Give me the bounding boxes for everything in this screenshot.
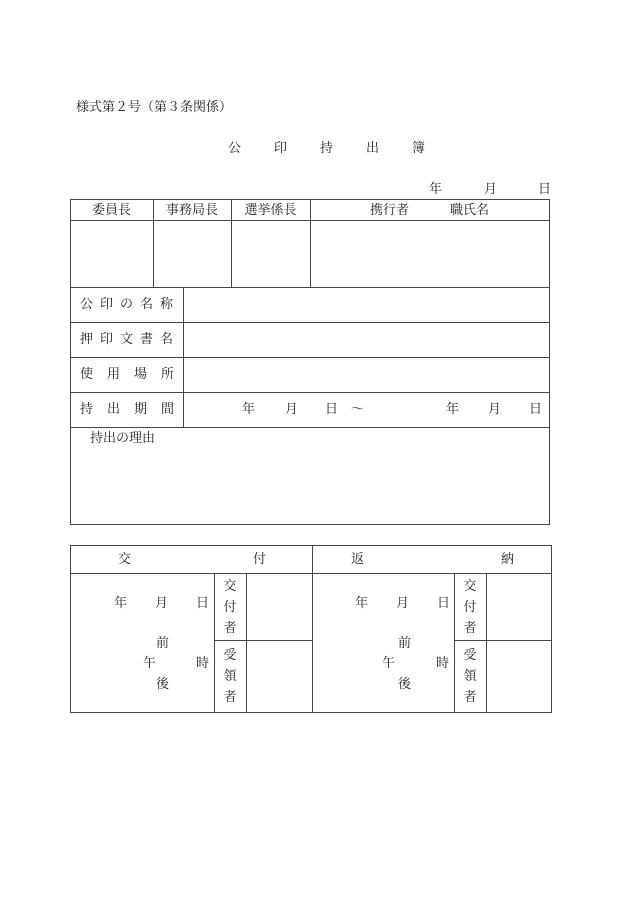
seal-name-field[interactable] bbox=[184, 288, 549, 322]
label-document-name: 押印文書名 bbox=[80, 332, 181, 347]
return-deliverer-label: 交 付 者 bbox=[463, 579, 477, 636]
stamp-box-chairperson[interactable] bbox=[71, 221, 153, 287]
deliver-deliverer-label: 交 付 者 bbox=[223, 579, 237, 636]
return-pm: 後 bbox=[398, 677, 412, 692]
deliver-deliverer-field[interactable] bbox=[247, 574, 312, 640]
return-year: 年 bbox=[355, 596, 369, 611]
return-hour: 時 bbox=[436, 656, 450, 671]
header-attach: 付 bbox=[253, 552, 267, 567]
deliver-month: 月 bbox=[155, 596, 169, 611]
period-end-year: 年 bbox=[446, 402, 460, 417]
reason-field[interactable] bbox=[71, 450, 549, 524]
return-deliverer-field[interactable] bbox=[487, 574, 551, 640]
date-day: 日 bbox=[538, 182, 552, 197]
header-deliver: 交 bbox=[118, 552, 132, 567]
label-place-of-use: 使用場所 bbox=[80, 367, 189, 382]
deliver-noon: 午 bbox=[143, 656, 157, 671]
period-tilde: 〜 bbox=[351, 402, 365, 417]
period-end-month: 月 bbox=[488, 402, 502, 417]
label-seal-name: 公印の名称 bbox=[80, 297, 181, 312]
deliver-am: 前 bbox=[156, 636, 170, 651]
header-secretary-general: 事務局長 bbox=[165, 203, 218, 218]
period-start-month: 月 bbox=[285, 402, 299, 417]
label-period: 持出期間 bbox=[80, 402, 189, 417]
deliver-year: 年 bbox=[114, 596, 128, 611]
header-election-chief: 選挙係長 bbox=[244, 203, 297, 218]
header-receipt: 納 bbox=[501, 552, 515, 567]
header-carrier: 携行者 bbox=[370, 203, 410, 218]
carrier-name-field[interactable] bbox=[311, 221, 549, 287]
stamp-box-election-chief[interactable] bbox=[232, 221, 310, 287]
return-noon: 午 bbox=[382, 656, 396, 671]
page-title: 公 印 持 出 簿 bbox=[228, 141, 436, 156]
label-reason: 持出の理由 bbox=[90, 431, 156, 446]
deliver-receiver-field[interactable] bbox=[247, 641, 312, 712]
header-return: 返 bbox=[351, 552, 365, 567]
deliver-pm: 後 bbox=[156, 677, 170, 692]
deliver-receiver-label: 受 領 者 bbox=[223, 648, 237, 705]
deliver-day: 日 bbox=[196, 596, 210, 611]
period-end-day: 日 bbox=[529, 402, 543, 417]
deliver-hour: 時 bbox=[196, 656, 210, 671]
return-am: 前 bbox=[398, 636, 412, 651]
return-receiver-label: 受 領 者 bbox=[463, 648, 477, 705]
form-number: 様式第２号（第３条関係） bbox=[76, 100, 233, 115]
place-of-use-field[interactable] bbox=[184, 358, 549, 392]
header-chairperson: 委員長 bbox=[91, 203, 131, 218]
document-name-field[interactable] bbox=[184, 323, 549, 357]
return-receiver-field[interactable] bbox=[487, 641, 551, 712]
return-month: 月 bbox=[396, 596, 410, 611]
stamp-box-secretary-general[interactable] bbox=[154, 221, 231, 287]
header-carrier-name: 職氏名 bbox=[450, 203, 490, 218]
date-year: 年 bbox=[429, 182, 443, 197]
period-start-year: 年 bbox=[242, 402, 256, 417]
date-month: 月 bbox=[484, 182, 498, 197]
period-start-day: 日 bbox=[325, 402, 339, 417]
return-day: 日 bbox=[437, 596, 451, 611]
